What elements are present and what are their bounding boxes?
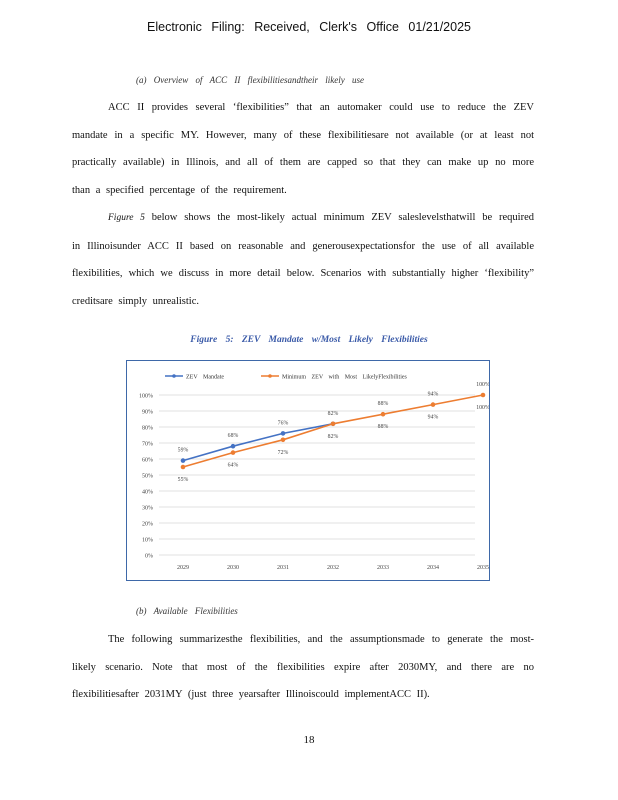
legend-marker [172,374,176,378]
series-point [181,465,186,470]
chart-series [181,393,486,470]
data-label: 55% [177,477,189,483]
series-point [231,450,236,455]
series-line [183,424,333,461]
data-label: 82% [327,433,339,440]
data-label: 68% [227,433,239,440]
y-tick-label: 30% [142,505,153,512]
legend-label: ZEV Mandate [186,374,225,381]
section-a-paragraph: ACC II provides several ‘flexibilities” that an automaker could use to reduce the ZEV mandate in a specific MY. However, many of these flexibilitiesare not available (or at least not practically available) in Illinois, and all of them are capped so that they can make up no more than a specified percentage of the requirement. [72,102,534,196]
series-point [281,431,286,436]
series-point [431,402,436,407]
series-point [181,458,186,463]
section-b-paragraph: The following summarizesthe flexibilities, and the assumptionsmade to generate the most-likely scenario. Note that most of the flexibilities expire after 2030MY, and there are no flexibilitiesafter 2031MY (just three yearsafter Illinoiscould implementACC II). [72,634,534,700]
data-label: 88% [377,401,389,408]
legend-label: Minimum ZEV with Most LikelyFlexibilities [282,374,407,381]
data-label: 94% [427,414,439,421]
data-label: 72% [277,449,289,456]
y-tick-label: 100% [139,393,153,400]
y-tick-label: 20% [142,521,153,528]
x-tick-label: 2034 [427,565,439,571]
figure-paragraph [72,204,534,315]
series-point [231,444,236,449]
y-tick-label: 0% [145,553,153,560]
y-tick-label: 10% [142,537,153,544]
y-tick-label: 40% [142,489,153,496]
x-tick-label: 2029 [177,565,189,571]
y-tick-label: 90% [142,409,153,416]
figure-reference: Figure 5 [108,213,145,223]
figure-paragraph-text: below shows the most-likely actual minimum ZEV saleslevelsthatwill be required in Illinoisunder ACC II based on reasonable and generousexpectationsfor the use of all available flexibilities, which we discuss in more detail below. Scenarios with substantially higher ‘flexibility” creditsare simply unrealistic. [72,212,534,307]
series-point [381,412,386,417]
data-label: 82% [327,410,339,417]
x-tick-label: 2032 [327,565,339,571]
series-line [183,395,483,467]
x-tick-label: 2031 [277,565,289,571]
section-b-heading: (b) Available Flexibilities [136,606,238,616]
data-label: 88% [377,424,389,431]
series-point [281,438,286,443]
y-tick-label: 70% [142,441,153,448]
x-tick-label: 2033 [377,565,389,571]
figure-caption: Figure 5: ZEV Mandate w/Most Likely Flexibilities [190,335,428,345]
data-label: 64% [227,462,239,469]
y-axis [139,394,153,560]
data-label: 76% [277,420,289,427]
y-tick-label: 50% [142,473,153,480]
chart-legend [165,374,408,380]
series-point [331,422,336,427]
series-point [481,393,486,398]
zev-chart [126,360,490,581]
data-label: 94% [427,391,439,398]
section-a-heading: (a) Overview of ACC II flexibilitiesandtheir likely use [136,75,365,85]
y-tick-label: 80% [142,425,153,432]
page-number: 18 [303,734,315,746]
y-tick-label: 60% [142,457,153,464]
filing-header: Electronic Filing: Received, Clerk's Office 01/21/2025 [147,20,471,34]
x-tick-label: 2030 [227,565,239,571]
x-tick-label: 2035 [477,565,489,571]
data-label: 59% [177,447,189,454]
legend-marker [268,374,272,378]
data-label: 100% [476,382,489,388]
chart-svg [127,361,489,580]
data-label: 100% [476,405,489,411]
x-axis [177,565,489,571]
data-labels [178,382,489,483]
